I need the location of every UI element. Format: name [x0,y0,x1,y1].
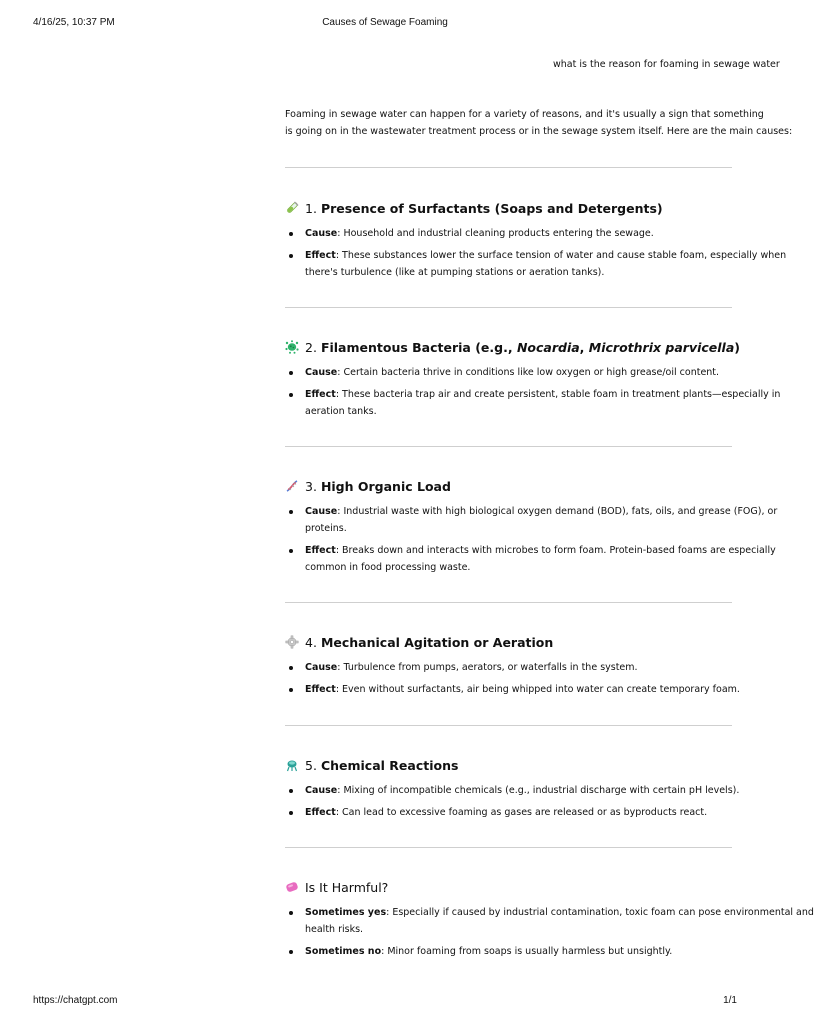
bullet-list [285,659,740,698]
bullet-text: : Household and industrial cleaning products entering the sewage. [337,228,654,239]
section-is-it-harmful [285,878,814,965]
bullet-label: Effect [305,250,336,261]
section-number: 5. [305,757,317,773]
bullet-text: : Turbulence from pumps, aerators, or waterfalls in the system. [337,662,638,673]
section-mechanical-agitation [285,633,740,703]
section-title: Mechanical Agitation or Aeration [320,634,554,650]
title-italic: Nocardia [516,339,580,355]
bullet-text: : These bacteria trap air and create persistent, stable foam in treatment plants—especially in [335,389,781,400]
list-item [285,804,732,821]
print-date: 4/16/25, 10:37 PM [33,17,115,28]
divider [285,446,732,447]
list-item [285,503,778,537]
bullet-label: Effect [305,807,336,818]
bullet-text: there's turbulence (like at pumping stations or aeration tanks). [305,267,605,278]
section-title: High Organic Load [320,478,451,494]
section-chemical-reactions [285,756,740,826]
divider [285,725,732,726]
title-part: ) [734,339,740,355]
list-item [285,782,740,799]
bullet-label: Effect [305,684,336,695]
dna-icon [285,479,299,493]
list-item [285,225,732,242]
bullet-text: : Breaks down and interacts with microbes to form foam. Protein-based foams are especially [335,545,776,556]
bullet-text: : Mixing of incompatible chemicals (e.g., industrial discharge with certain pH levels). [337,785,740,796]
microbe-icon [285,340,299,354]
user-message: what is the reason for foaming in sewage water [553,59,780,70]
section-heading [285,199,732,217]
divider [285,307,732,308]
intro-line-1: Foaming in sewage water can happen for a variety of reasons, and it's usually a sign that something [285,109,764,120]
bullet-text: : Certain bacteria thrive in conditions like low oxygen or high grease/oil content. [337,367,720,378]
gear-icon [285,635,299,649]
section-heading [285,477,732,495]
bullet-text: proteins. [305,523,347,534]
section-filamentous-bacteria [285,338,781,425]
page-number: 1/1 [723,995,737,1006]
bullet-label: Sometimes yes [305,907,387,918]
bullet-label: Cause [305,367,338,378]
bullet-list [285,364,781,420]
bullet-text: : These substances lower the surface tension of water and cause stable foam, especially when [335,250,787,261]
list-item [285,386,781,420]
print-url: https://chatgpt.com [33,995,118,1006]
bullet-label: Cause [305,785,338,796]
section-heading [285,338,740,356]
list-item [285,904,814,938]
title-italic: Microthrix parvicella [588,339,735,355]
divider [285,167,732,168]
divider [285,847,732,848]
bullet-label: Cause [305,228,338,239]
bullet-label: Effect [305,545,336,556]
bullet-label: Effect [305,389,336,400]
section-number: 2. [305,339,317,355]
bullet-list [285,904,814,960]
bullet-label: Cause [305,506,338,517]
assistant-intro [285,106,805,140]
list-item [285,542,776,576]
section-title [321,340,740,355]
bullet-label: Sometimes no [305,946,382,957]
bullet-label: Cause [305,662,338,673]
section-number: 4. [305,634,317,650]
bullet-text: : Industrial waste with high biological oxygen demand (BOD), fats, oils, and grease (FOG), or [337,506,778,517]
bullet-list [285,503,778,576]
bullet-text: health risks. [305,924,364,935]
title-part: Filamentous Bacteria (e.g., [320,339,517,355]
divider [285,602,732,603]
section-heading [285,878,732,896]
bullet-list [285,225,787,281]
section-title: Is It Harmful? [305,879,389,895]
print-page-title: Causes of Sewage Foaming [322,17,448,28]
intro-line-2: is going on in the wastewater treatment process or in the sewage system itself. Here are the main causes: [285,126,793,137]
bullet-text: : Minor foaming from soaps is usually harmless but unsightly. [381,946,673,957]
bullet-list [285,782,740,821]
list-item [285,364,732,381]
alembic-icon [285,758,299,772]
chat-content [285,0,814,1024]
section-high-organic-load [285,477,778,581]
list-item [285,247,787,281]
section-title: Presence of Surfactants (Soaps and Detergents) [320,200,663,216]
section-surfactants [285,199,787,286]
section-heading [285,756,732,774]
section-number: 3. [305,478,317,494]
list-item [285,681,740,698]
section-heading [285,633,732,651]
bullet-text: common in food processing waste. [305,562,471,573]
bullet-text: : Can lead to excessive foaming as gases are released or as byproducts react. [335,807,708,818]
test-tube-icon [285,201,299,215]
section-number: 1. [305,200,317,216]
print-footer [33,995,737,1009]
bullet-text: : Even without surfactants, air being whipped into water can create temporary foam. [335,684,740,695]
bullet-text: aeration tanks. [305,406,377,417]
list-item [285,943,732,960]
bullet-text: : Especially if caused by industrial contamination, toxic foam can pose environmental and [386,907,814,918]
soap-icon [285,880,299,894]
list-item [285,659,732,676]
section-title: Chemical Reactions [320,757,459,773]
title-part: , [579,339,589,355]
